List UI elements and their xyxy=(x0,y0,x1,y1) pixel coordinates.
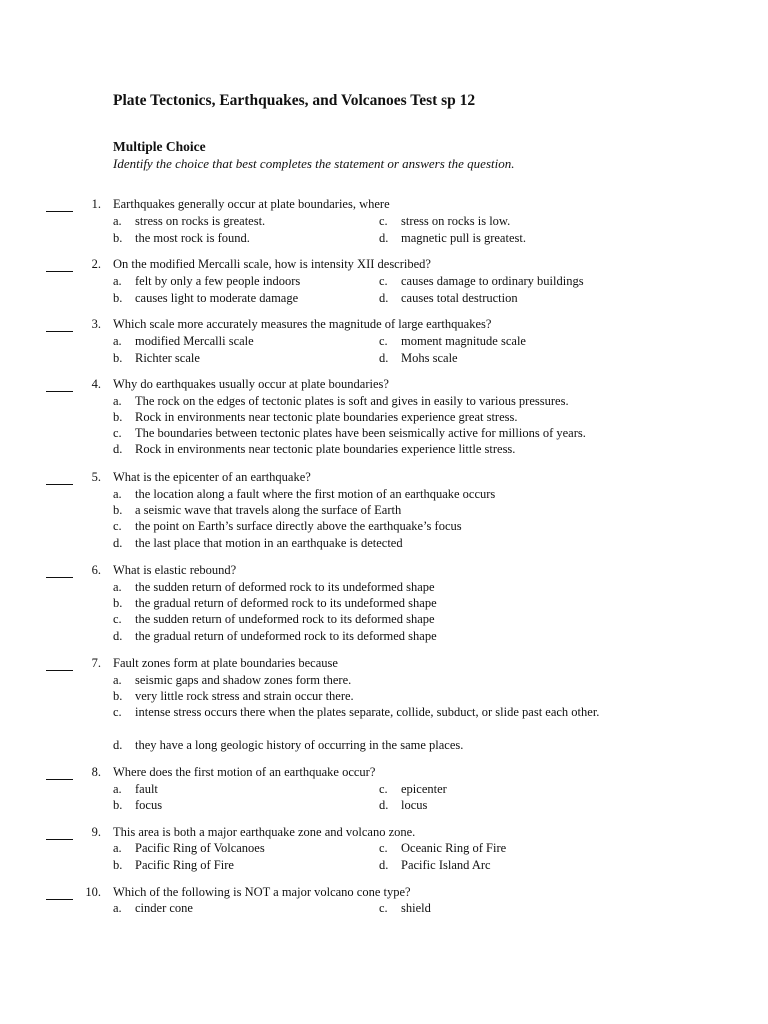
choice-text: magnetic pull is greatest. xyxy=(401,231,526,245)
choice-text: moment magnitude scale xyxy=(401,334,526,348)
choice-letter: d. xyxy=(379,231,389,245)
choice-text: causes damage to ordinary buildings xyxy=(401,274,584,288)
choice-text: Rock in environments near tectonic plate boundaries experience little stress. xyxy=(135,442,516,456)
choice-letter: b. xyxy=(113,291,123,305)
choice-letter: c. xyxy=(113,426,122,440)
choice-text: very little rock stress and strain occur there. xyxy=(135,689,354,703)
choice-letter: d. xyxy=(113,442,123,456)
choice-text: causes light to moderate damage xyxy=(135,291,299,305)
choice-text: stress on rocks is greatest. xyxy=(135,214,266,228)
choice-text: the sudden return of undeformed rock to its deformed shape xyxy=(135,612,435,626)
choice-text: Rock in environments near tectonic plate boundaries experience great stress. xyxy=(135,410,518,424)
question-text: What is the epicenter of an earthquake? xyxy=(113,470,311,484)
choice-letter: b. xyxy=(113,596,123,610)
question-text: On the modified Mercalli scale, how is intensity XII described? xyxy=(113,257,431,271)
section-heading: Multiple Choice xyxy=(113,139,206,154)
choice-letter: d. xyxy=(379,291,389,305)
answer-blank[interactable] xyxy=(46,884,73,900)
choice-text: the gradual return of deformed rock to its undeformed shape xyxy=(135,596,437,610)
choice-letter: b. xyxy=(113,858,123,872)
choice-text: locus xyxy=(401,798,428,812)
answer-blank[interactable] xyxy=(46,256,73,272)
choice-letter: c. xyxy=(379,782,388,796)
choice-text: they have a long geologic history of occurring in the same places. xyxy=(135,738,464,752)
choice-text: Oceanic Ring of Fire xyxy=(401,841,507,855)
choice-letter: a. xyxy=(113,394,122,408)
choice-text: shield xyxy=(401,901,431,915)
question-number: 5. xyxy=(91,470,101,484)
choice-letter: b. xyxy=(113,503,123,517)
section-instructions: Identify the choice that best completes the statement or answers the question. xyxy=(113,156,515,171)
choice-text: seismic gaps and shadow zones form there. xyxy=(135,673,352,687)
question-text: Which of the following is NOT a major volcano cone type? xyxy=(113,885,411,899)
answer-blank[interactable] xyxy=(46,764,73,780)
answer-blank[interactable] xyxy=(46,196,73,212)
question-number: 8. xyxy=(91,765,101,779)
question-text: What is elastic rebound? xyxy=(113,563,237,577)
choice-text: cinder cone xyxy=(135,901,193,915)
choice-text: Mohs scale xyxy=(401,351,458,365)
choice-text: Pacific Ring of Volcanoes xyxy=(135,841,265,855)
choice-text: focus xyxy=(135,798,163,812)
choice-letter: a. xyxy=(113,214,122,228)
choice-text: the most rock is found. xyxy=(135,231,250,245)
choice-text: a seismic wave that travels along the surface of Earth xyxy=(135,503,402,517)
choice-letter: a. xyxy=(113,673,122,687)
question-text: Earthquakes generally occur at plate boundaries, where xyxy=(113,197,390,211)
choice-letter: b. xyxy=(113,689,123,703)
question-number: 10. xyxy=(85,885,101,899)
choice-text: The rock on the edges of tectonic plates is soft and gives in easily to various pressures. xyxy=(135,394,569,408)
choice-letter: d. xyxy=(113,738,123,752)
choice-text: the point on Earth’s surface directly above the earthquake’s focus xyxy=(135,519,462,533)
choice-letter: d. xyxy=(113,536,123,550)
question-number: 2. xyxy=(91,257,101,271)
choice-text: the last place that motion in an earthquake is detected xyxy=(135,536,403,550)
choice-letter: c. xyxy=(379,901,388,915)
choice-letter: a. xyxy=(113,782,122,796)
choice-text: the sudden return of deformed rock to its undeformed shape xyxy=(135,580,435,594)
answer-blank[interactable] xyxy=(46,376,73,392)
choice-letter: a. xyxy=(113,487,122,501)
choice-letter: c. xyxy=(379,334,388,348)
question-number: 6. xyxy=(91,563,101,577)
choice-letter: d. xyxy=(379,858,389,872)
choice-text: Pacific Ring of Fire xyxy=(135,858,234,872)
question-number: 4. xyxy=(91,377,101,391)
answer-blank[interactable] xyxy=(46,316,73,332)
choice-letter: a. xyxy=(113,274,122,288)
question-text: Which scale more accurately measures the magnitude of large earthquakes? xyxy=(113,317,492,331)
choice-letter: c. xyxy=(379,841,388,855)
choice-text: felt by only a few people indoors xyxy=(135,274,301,288)
choice-letter: b. xyxy=(113,351,123,365)
choice-letter: d. xyxy=(113,629,123,643)
choice-text: intense stress occurs there when the plates separate, collide, subduct, or slide past each other. xyxy=(135,705,600,719)
choice-letter: c. xyxy=(113,519,122,533)
choice-letter: c. xyxy=(379,214,388,228)
choice-text: the location along a fault where the first motion of an earthquake occurs xyxy=(135,487,496,501)
choice-letter: a. xyxy=(113,580,122,594)
choice-text: Richter scale xyxy=(135,351,200,365)
choice-letter: a. xyxy=(113,334,122,348)
question-number: 9. xyxy=(91,825,101,839)
choice-text: The boundaries between tectonic plates have been seismically active for millions of years. xyxy=(135,426,586,440)
answer-blank[interactable] xyxy=(46,655,73,671)
page-title: Plate Tectonics, Earthquakes, and Volcanoes Test sp 12 xyxy=(113,92,476,109)
question-text: This area is both a major earthquake zone and volcano zone. xyxy=(113,825,416,839)
question-text: Why do earthquakes usually occur at plate boundaries? xyxy=(113,377,389,391)
question-number: 1. xyxy=(91,197,101,211)
choice-letter: a. xyxy=(113,901,122,915)
choice-text: modified Mercalli scale xyxy=(135,334,254,348)
question-text: Fault zones form at plate boundaries because xyxy=(113,656,338,670)
answer-blank[interactable] xyxy=(46,824,73,840)
question-text: Where does the first motion of an earthquake occur? xyxy=(113,765,376,779)
choice-letter: c. xyxy=(113,705,122,719)
choice-text: Pacific Island Arc xyxy=(401,858,491,872)
choice-letter: b. xyxy=(113,798,123,812)
choice-letter: a. xyxy=(113,841,122,855)
choice-text: stress on rocks is low. xyxy=(401,214,511,228)
choice-letter: b. xyxy=(113,231,123,245)
question-number: 7. xyxy=(91,656,101,670)
choice-text: causes total destruction xyxy=(401,291,518,305)
choice-text: the gradual return of undeformed rock to its deformed shape xyxy=(135,629,437,643)
choice-letter: d. xyxy=(379,798,389,812)
answer-blank[interactable] xyxy=(46,562,73,578)
choice-letter: d. xyxy=(379,351,389,365)
choice-letter: b. xyxy=(113,410,123,424)
choice-text: epicenter xyxy=(401,782,447,796)
choice-text: fault xyxy=(135,782,158,796)
answer-blank[interactable] xyxy=(46,469,73,485)
choice-letter: c. xyxy=(113,612,122,626)
question-number: 3. xyxy=(91,317,101,331)
choice-letter: c. xyxy=(379,274,388,288)
